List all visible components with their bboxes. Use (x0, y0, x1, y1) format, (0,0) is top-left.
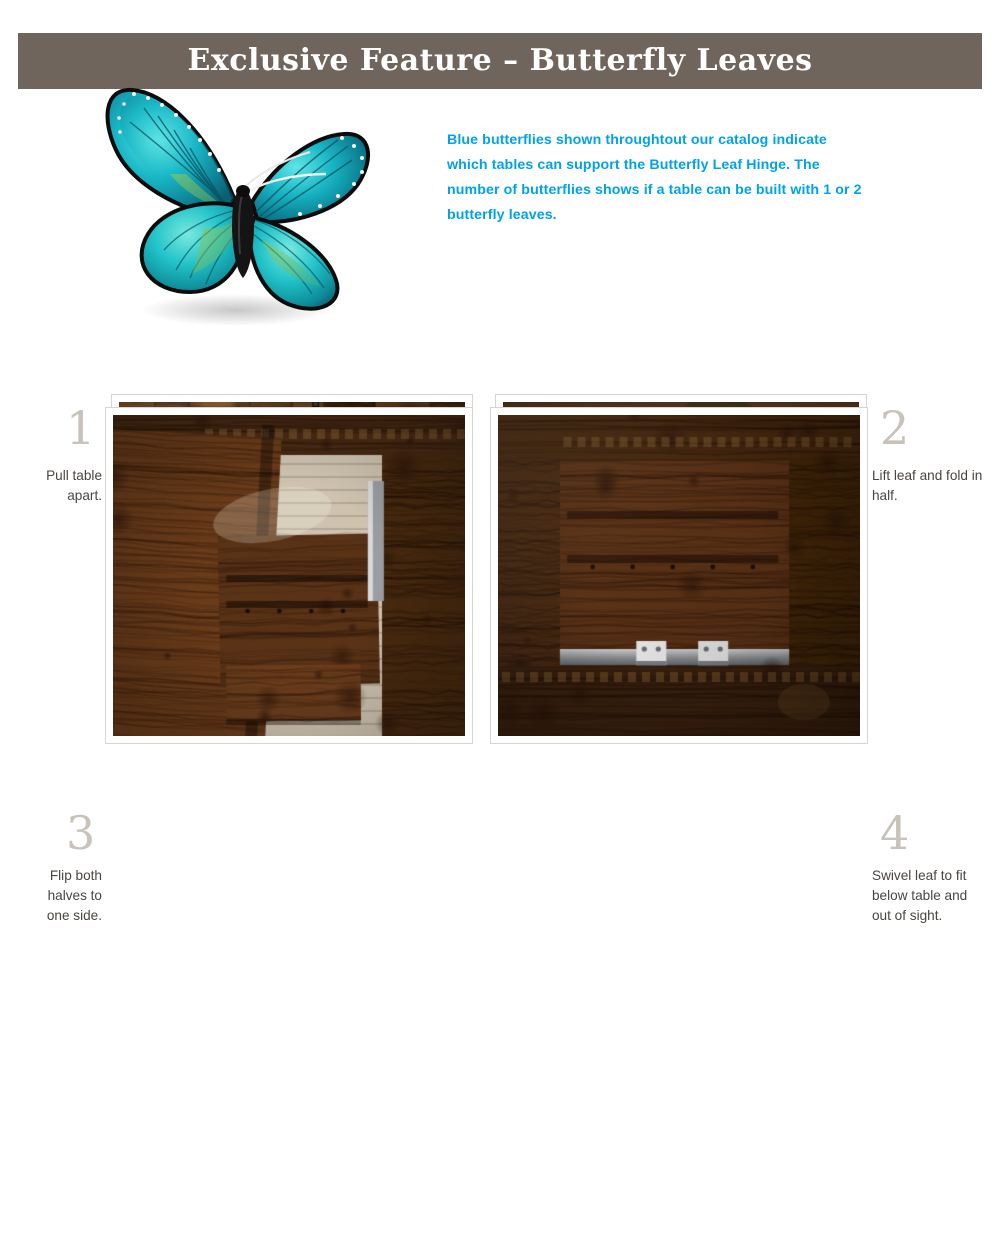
step-number-4: 4 (880, 806, 910, 860)
step-number-2: 2 (880, 401, 910, 455)
photo-frame-step-4 (490, 407, 868, 744)
step-number-1: 1 (66, 401, 96, 455)
step-caption-1: Pull table apart. (46, 468, 102, 503)
step-number-3: 3 (66, 806, 96, 860)
intro-paragraph: Blue butterflies shown throughtout our catalog indicate which tables can support the Butterfly Leaf Hinge. The number of butterflies shows if a table can be built with 1 or 2 butterfly leaves. (447, 132, 862, 223)
step-caption-3: Flip both halves to one side. (46, 868, 102, 923)
page-title: Exclusive Feature – Butterfly Leaves (187, 43, 813, 78)
photo-frame-step-3 (105, 407, 473, 744)
step-caption-2: Lift leaf and fold in half. (872, 468, 983, 503)
photo-leaf-swiveled-below (498, 415, 860, 736)
photo-halves-flipped (113, 415, 465, 736)
blue-butterfly-illustration (86, 78, 406, 328)
step-caption-4: Swivel leaf to fit below table and out of sight. (872, 868, 968, 923)
